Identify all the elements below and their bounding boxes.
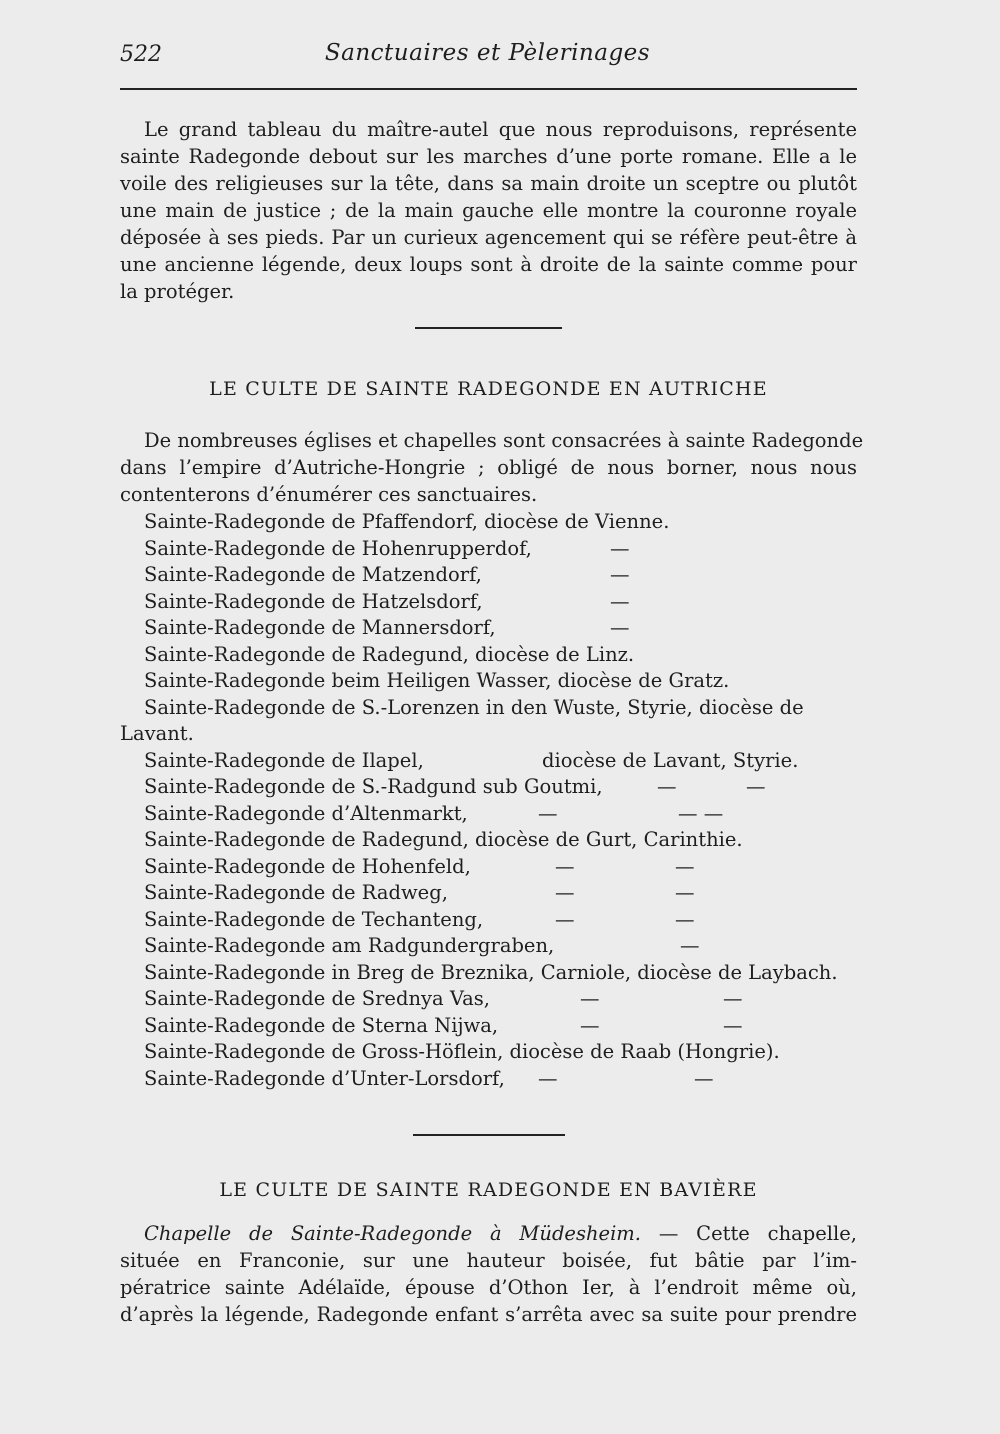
sanctuary-name: Sainte-Radegonde d’Altenmarkt, xyxy=(144,801,468,825)
list-item xyxy=(120,537,857,564)
list-item xyxy=(120,855,857,882)
sanctuary-list xyxy=(120,510,857,1093)
list-item xyxy=(120,828,857,855)
ditto-column-1: — xyxy=(610,563,630,586)
text-line: d’après la légende, Radegonde enfant s’arrêta avec sa suite pour prendre xyxy=(120,1303,857,1326)
sanctuary-name: Sainte-Radegonde de Hohenrupperdof, xyxy=(144,536,532,560)
ditto-column-2: — — xyxy=(678,801,724,825)
ditto-column-1: — xyxy=(580,987,600,1010)
austria-intro xyxy=(120,427,864,508)
sanctuary-name: Sainte-Radegonde de Hatzelsdorf, xyxy=(144,589,483,613)
sanctuary-name: Sainte-Radegonde beim Heiligen Wasser, diocèse de Gratz. xyxy=(144,669,730,692)
ditto-column-1: — xyxy=(538,1066,558,1090)
sanctuary-name: Sainte-Radegonde in Breg de Breznika, Carniole, diocèse de Laybach. xyxy=(144,960,838,984)
sanctuary-name: Sainte-Radegonde de S.-Lorenzen in den Wuste, Styrie, diocèse de xyxy=(144,695,804,719)
ditto-column-1: — xyxy=(657,775,677,798)
ditto-column-1: — xyxy=(610,589,630,613)
ditto-column-1: — xyxy=(610,616,630,639)
sanctuary-name: Sainte-Radegonde de S.-Radgund sub Goutmi, xyxy=(144,775,603,798)
ditto-column-1: — xyxy=(538,801,558,825)
list-item xyxy=(120,563,857,590)
text-line: contenterons d’énumérer ces sanctuaires. xyxy=(120,483,538,506)
sanctuary-name: Sainte-Radegonde de Techanteng, xyxy=(144,907,484,931)
list-item xyxy=(120,987,857,1014)
text-line: sainte Radegonde debout sur les marches d’une porte romane. Elle a le xyxy=(120,145,857,168)
text-run: — Cette chapelle, xyxy=(641,1222,857,1245)
list-item xyxy=(120,802,857,829)
list-item xyxy=(120,1040,857,1067)
header-rule xyxy=(120,88,857,90)
list-item xyxy=(120,749,857,776)
ditto-column-2: — xyxy=(723,987,743,1010)
text-line xyxy=(120,1220,857,1247)
sanctuary-name: Sainte-Radegonde de Radegund, diocèse de Linz. xyxy=(144,642,635,666)
sanctuary-name: Sainte-Radegonde de Hohenfeld, xyxy=(144,854,471,878)
list-item xyxy=(120,643,857,670)
chapel-title: Chapelle de Sainte-Radegonde à Müdesheim. xyxy=(144,1222,641,1245)
ditto-column-1: — xyxy=(555,854,575,878)
page-header xyxy=(120,38,855,78)
list-item xyxy=(120,961,857,988)
intro-paragraph xyxy=(120,116,857,305)
section-heading-austria: LE CULTE DE SAINTE RADEGONDE EN AUTRICHE xyxy=(209,378,768,400)
section-divider xyxy=(415,327,562,329)
sanctuary-name: Sainte-Radegonde de Srednya Vas, xyxy=(144,987,490,1010)
ditto-column-2: — xyxy=(675,854,695,878)
ditto-column-2: — xyxy=(723,1013,743,1037)
text-line: déposée à ses pieds. Par un curieux agencement qui se réfère peut-être à xyxy=(120,226,857,249)
ditto-column-2: — xyxy=(746,775,766,798)
sanctuary-name: Sainte-Radegonde de Pfaffendorf, diocèse de Vienne. xyxy=(144,510,670,533)
section-divider xyxy=(413,1134,565,1136)
sanctuary-name: Sainte-Radegonde de Radegund, diocèse de Gurt, Carinthie. xyxy=(144,828,743,851)
list-item xyxy=(120,934,857,961)
text-line: pératrice sainte Adélaïde, épouse d’Othon Ier, à l’endroit même où, xyxy=(120,1276,857,1299)
text-line: une main de justice ; de la main gauche elle montre la couronne royale xyxy=(120,199,857,222)
ditto-column-1: — xyxy=(580,1013,600,1037)
sanctuary-name: Sainte-Radegonde de Mannersdorf, xyxy=(144,616,496,639)
ditto-column-2: — xyxy=(694,1066,714,1090)
text-line: la protéger. xyxy=(120,280,235,303)
section-heading-bavaria: LE CULTE DE SAINTE RADEGONDE EN BAVIÈRE xyxy=(219,1179,758,1201)
ditto-column-1: — xyxy=(555,907,575,931)
ditto-column-2: — xyxy=(680,934,700,957)
sanctuary-name: Sainte-Radegonde de Gross-Höflein, diocèse de Raab (Hongrie). xyxy=(144,1040,780,1063)
ditto-column-2: — xyxy=(675,881,695,904)
page-number: 522 xyxy=(120,42,162,67)
sanctuary-name-continuation: Lavant. xyxy=(120,722,194,745)
text-line: une ancienne légende, deux loups sont à droite de la sainte comme pour xyxy=(120,253,857,276)
text-line: dans l’empire d’Autriche-Hongrie ; obligé de nous borner, nous nous xyxy=(120,456,857,479)
list-item xyxy=(120,696,857,723)
text-line: De nombreuses églises et chapelles sont consacrées à sainte Radegonde xyxy=(144,429,864,452)
ditto-column-1: — xyxy=(555,881,575,904)
sanctuary-name: Sainte-Radegonde d’Unter-Lorsdorf, xyxy=(144,1066,505,1090)
list-item xyxy=(120,616,857,643)
list-item xyxy=(120,1067,857,1094)
ditto-column-2: — xyxy=(675,907,695,931)
list-item xyxy=(120,722,857,749)
list-item xyxy=(120,1014,857,1041)
ditto-column-1: — xyxy=(610,536,630,560)
text-line: Le grand tableau du maître-autel que nous reproduisons, représente xyxy=(144,118,857,141)
sanctuary-name: Sainte-Radegonde de Sterna Nijwa, xyxy=(144,1013,499,1037)
ditto-column-1: diocèse de Lavant, Styrie. xyxy=(542,748,799,772)
list-item xyxy=(120,881,857,908)
sanctuary-name: Sainte-Radegonde de Radweg, xyxy=(144,881,448,904)
bavaria-paragraph xyxy=(120,1220,857,1328)
list-item xyxy=(120,590,857,617)
sanctuary-name: Sainte-Radegonde de Ilapel, xyxy=(144,748,424,772)
running-title: Sanctuaires et Pèlerinages xyxy=(324,40,651,66)
sanctuary-name: Sainte-Radegonde de Matzendorf, xyxy=(144,563,482,586)
list-item xyxy=(120,908,857,935)
list-item xyxy=(120,510,857,537)
list-item xyxy=(120,775,857,802)
text-line: voile des religieuses sur la tête, dans sa main droite un sceptre ou plutôt xyxy=(120,172,857,195)
text-line: située en Franconie, sur une hauteur boisée, fut bâtie par l’im- xyxy=(120,1249,857,1272)
sanctuary-name: Sainte-Radegonde am Radgundergraben, xyxy=(144,934,555,957)
list-item xyxy=(120,669,857,696)
